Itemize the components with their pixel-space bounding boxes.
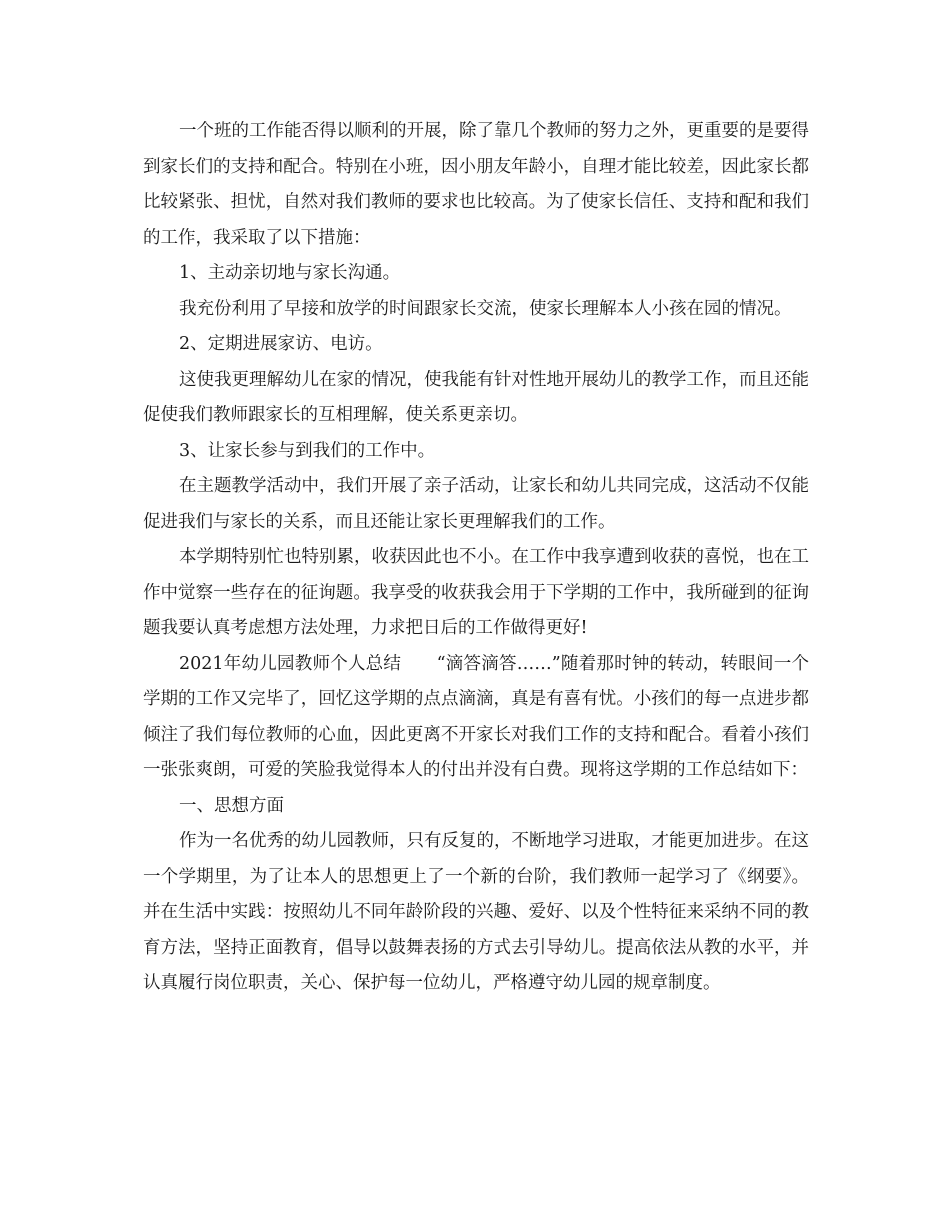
paragraph-summary-intro: 2021年幼儿园教师个人总结 “滴答滴答……”随着那时钟的转动，转眼间一个学期的工作又完毕了，回忆这学期的点点滴滴，真是有喜有忧。小孩们的每一点进步都倾注了我们每位教师的心血，因此更离不开家长对我们工作的支持和配合。看着小孩们一张张爽朗，可爱的笑脸我觉得本人的付出并没有白费。现将这学期的工作总结如下：: [143, 653, 809, 780]
paragraph-item-1-body: 我充份利用了早接和放学的时间跟家长交流，使家长理解本人小孩在园的情况。: [179, 298, 792, 319]
paragraph-item-2-heading: 2、定期进展家访、电访。: [179, 334, 383, 354]
paragraph-item-3-heading: 3、让家长参与到我们的工作中。: [179, 440, 436, 461]
paragraph-item-3-body: 在主题教学活动中，我们开展了亲子活动，让家长和幼儿共同完成，这活动不仅能促进我们与家长的关系，而且还能让家长更理解我们的工作。: [143, 476, 809, 532]
paragraph-semester-reflection: 本学期特别忙也特别累，收获因此也不小。在工作中我享遭到收获的喜悦，也在工作中觉察一些存在的征询题。我享受的收获我会用于下学期的工作中，我所碰到的征询题我要认真考虑想方法处理，力求把日后的工作做得更好!: [143, 547, 809, 638]
paragraph-item-2-body: 这使我更理解幼儿在家的情况，使我能有针对性地开展幼儿的教学工作，而且还能促使我们教师跟家长的互相理解，使关系更亲切。: [143, 369, 809, 425]
document-body: [143, 114, 809, 1002]
paragraph-parent-cooperation: 一个班的工作能否得以顺利的开展，除了靠几个教师的努力之外，更重要的是要得到家长们的支持和配合。特别在小班，因小朋友年龄小，自理才能比较差，因此家长都比较紧张、担忧，自然对我们教师的要求也比较高。为了使家长信任、支持和配和我们的工作，我采取了以下措施：: [143, 121, 809, 248]
paragraph-thought-body: 作为一名优秀的幼儿园教师，只有反复的，不断地学习进取，才能更加进步。在这一个学期里，为了让本人的思想更上了一个新的台阶，我们教师一起学习了《纲要》。并在生活中实践：按照幼儿不同年龄阶段的兴趣、爱好、以及个性特征来采纳不同的教育方法，坚持正面教育，倡导以鼓舞表扬的方式去引导幼儿。提高依法从教的水平，并认真履行岗位职责，关心、保护每一位幼儿，严格遵守幼儿园的规章制度。: [143, 831, 809, 993]
section-heading-thought: 一、思想方面: [179, 795, 284, 816]
paragraph-item-1-heading: 1、主动亲切地与家长沟通。: [179, 263, 401, 283]
